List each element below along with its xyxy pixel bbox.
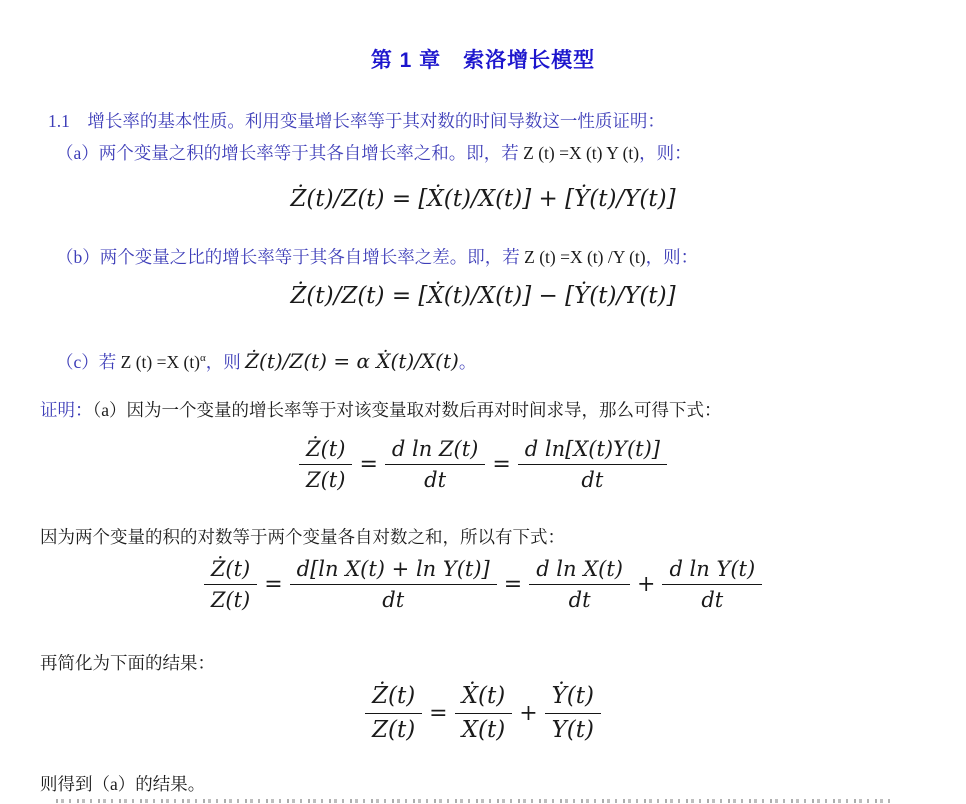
plus-sign: + — [519, 700, 538, 726]
item-a-text-post: ，则： — [639, 143, 692, 163]
because-line: 因为两个变量的积的对数等于两个变量各自对数之和，所以有下式： — [40, 527, 565, 547]
item-a-inline-math: Z (t) =X (t) Y (t) — [523, 143, 640, 163]
item-a-text-pre: （a）两个变量之积的增长率等于其各自增长率之和。即，若 — [56, 143, 524, 163]
fraction: $\frac{\text{Ẏ(t)}}{Y(t)}$ — [545, 682, 601, 745]
item-c-inline-math-2: Ż(t)/Z(t) = α Ẋ(t)/X(t) — [245, 349, 459, 373]
item-c-text-mid: ，则 — [205, 352, 246, 372]
equation-log-derivative — [0, 436, 966, 494]
clipped-next-line — [56, 799, 896, 803]
item-a-line — [56, 140, 692, 165]
proof-line — [40, 397, 722, 422]
fraction: $\frac{\text{d[ln X(t) + ln Y(t)]}}{dt}$ — [290, 556, 497, 614]
fraction: $\frac{\text{d ln X(t)}}{dt}$ — [529, 556, 630, 614]
item-c-text-end: 。 — [458, 352, 477, 372]
proof-label: 证明： — [40, 400, 93, 420]
equation-2-text: Ż(t)/Z(t) = [Ẋ(t)/X(t)] − [Ẏ(t)/Y(t)] — [290, 283, 676, 309]
equals-sign: = — [503, 572, 523, 598]
item-b-text-pre: （b）两个变量之比的增长率等于其各自增长率之差。即，若 — [56, 247, 525, 267]
equals-sign: = — [492, 452, 511, 478]
chapter-title: 第 1 章 索洛增长模型 — [370, 49, 596, 72]
item-c-line — [56, 349, 476, 374]
fraction: $\frac{\text{d ln Y(t)}}{dt}$ — [662, 556, 762, 614]
equation-product-growth — [0, 186, 966, 212]
equals-sign: = — [359, 452, 378, 478]
section-heading: 1.1 增长率的基本性质。利用变量增长率等于其对数的时间导数这一性质证明： — [48, 111, 665, 131]
alpha-superscript: α — [200, 352, 206, 365]
simplify-line: 再简化为下面的结果： — [40, 653, 215, 673]
fraction: $\frac{Ż(t)}{Z(t)}$ — [299, 436, 352, 494]
item-b-inline-math: Z (t) =X (t) /Y (t) — [524, 247, 646, 267]
plus-sign: + — [637, 572, 656, 598]
equation-ratio-growth — [0, 283, 966, 309]
equation-final-result — [0, 682, 966, 745]
equals-sign: = — [429, 700, 448, 726]
proof-text: （a）因为一个变量的增长率等于对该变量取对数后再对时间求导，那么可得下式： — [92, 400, 722, 420]
fraction: $\frac{\text{Ẋ(t)}}{X(t)}$ — [455, 682, 513, 745]
fraction: $\frac{Ż(t)}{Z(t)}$ — [365, 682, 422, 745]
fraction: $\frac{\text{d ln[X(t)Y(t)]}}{dt}$ — [518, 436, 667, 494]
equals-sign: = — [264, 572, 283, 598]
item-c-text-pre: （c）若 — [56, 352, 121, 372]
fraction: $\frac{Ż(t)}{Z(t)}$ — [204, 556, 257, 614]
equation-log-sum — [0, 556, 966, 614]
fraction: $\frac{\text{d ln Z(t)}}{dt}$ — [385, 436, 485, 494]
item-b-text-post: ，则： — [645, 247, 699, 267]
result-line: 则得到（a）的结果。 — [40, 774, 206, 794]
item-c-inline-math-1: Z (t) =X (t) — [120, 352, 201, 372]
equation-1-text: Ż(t)/Z(t) = [Ẋ(t)/X(t)] + [Ẏ(t)/Y(t)] — [290, 186, 676, 212]
item-b-line — [56, 244, 698, 269]
